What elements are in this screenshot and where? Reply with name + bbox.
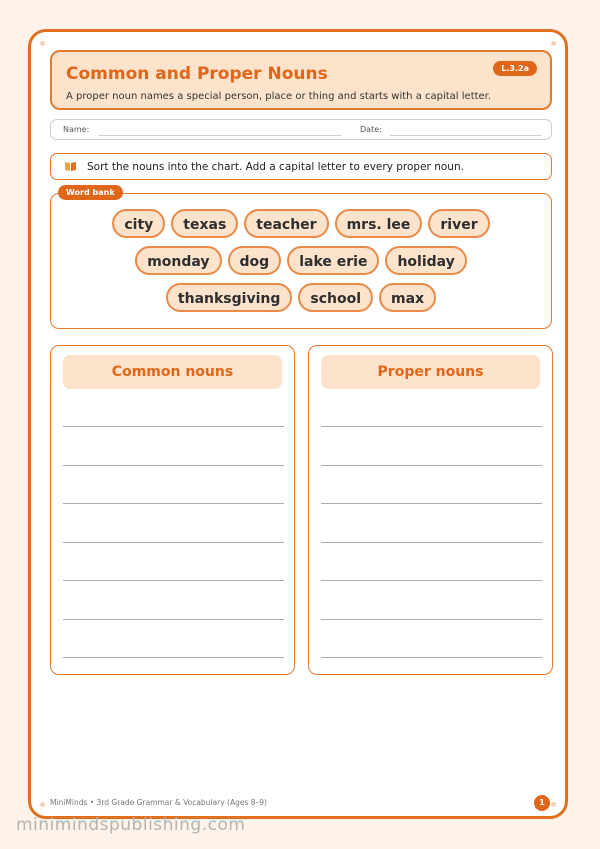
- answer-line[interactable]: [63, 426, 284, 427]
- definition-text: A proper noun names a special person, place or thing and starts with a capital letter.: [66, 91, 492, 102]
- name-field[interactable]: [99, 135, 341, 136]
- corner-dot: [40, 41, 45, 46]
- worksheet-page: [28, 29, 568, 819]
- answer-line[interactable]: [321, 580, 542, 581]
- date-label: Date:: [360, 125, 382, 134]
- answer-line[interactable]: [63, 503, 284, 504]
- word-chip[interactable]: lake erie: [287, 246, 379, 275]
- answer-line[interactable]: [321, 542, 542, 543]
- word-chip[interactable]: holiday: [385, 246, 466, 275]
- word-bank-chips: [51, 209, 551, 312]
- word-chip[interactable]: max: [379, 283, 436, 312]
- name-date-row: [50, 119, 552, 140]
- word-chip[interactable]: river: [428, 209, 489, 238]
- instruction-box: [50, 153, 552, 180]
- answer-line[interactable]: [63, 619, 284, 620]
- word-chip[interactable]: teacher: [244, 209, 328, 238]
- word-chip[interactable]: thanksgiving: [166, 283, 292, 312]
- footer-publisher: MiniMinds • 3rd Grade Grammar & Vocabulary (Ages 8–9): [50, 798, 267, 807]
- word-bank-label: Word bank: [58, 185, 123, 200]
- answer-line[interactable]: [63, 657, 284, 658]
- page-title: Common and Proper Nouns: [66, 64, 328, 84]
- word-chip[interactable]: mrs. lee: [335, 209, 423, 238]
- word-chip[interactable]: city: [112, 209, 165, 238]
- answer-line[interactable]: [63, 465, 284, 466]
- proper-nouns-column: [308, 345, 553, 675]
- word-chip[interactable]: monday: [135, 246, 221, 275]
- instruction-text: Sort the nouns into the chart. Add a capital letter to every proper noun.: [87, 161, 464, 173]
- name-label: Name:: [63, 125, 90, 134]
- word-chip[interactable]: school: [298, 283, 373, 312]
- answer-line[interactable]: [321, 465, 542, 466]
- title-header: [50, 50, 552, 110]
- answer-line[interactable]: [321, 503, 542, 504]
- word-bank: [50, 188, 552, 329]
- common-nouns-column: [50, 345, 295, 675]
- word-chip[interactable]: dog: [228, 246, 282, 275]
- answer-line[interactable]: [63, 542, 284, 543]
- book-icon: [64, 161, 77, 172]
- watermark: minimindspublishing.com: [16, 815, 246, 835]
- proper-nouns-heading: Proper nouns: [321, 355, 540, 389]
- standard-badge: L.3.2a: [493, 61, 537, 76]
- common-nouns-heading: Common nouns: [63, 355, 282, 389]
- date-field[interactable]: [390, 135, 541, 136]
- answer-line[interactable]: [321, 426, 542, 427]
- corner-dot: [551, 41, 556, 46]
- corner-dot: [551, 802, 556, 807]
- answer-line[interactable]: [321, 657, 542, 658]
- page-number: 1: [534, 795, 550, 811]
- corner-dot: [40, 802, 45, 807]
- answer-line[interactable]: [63, 580, 284, 581]
- word-chip[interactable]: texas: [171, 209, 238, 238]
- answer-line[interactable]: [321, 619, 542, 620]
